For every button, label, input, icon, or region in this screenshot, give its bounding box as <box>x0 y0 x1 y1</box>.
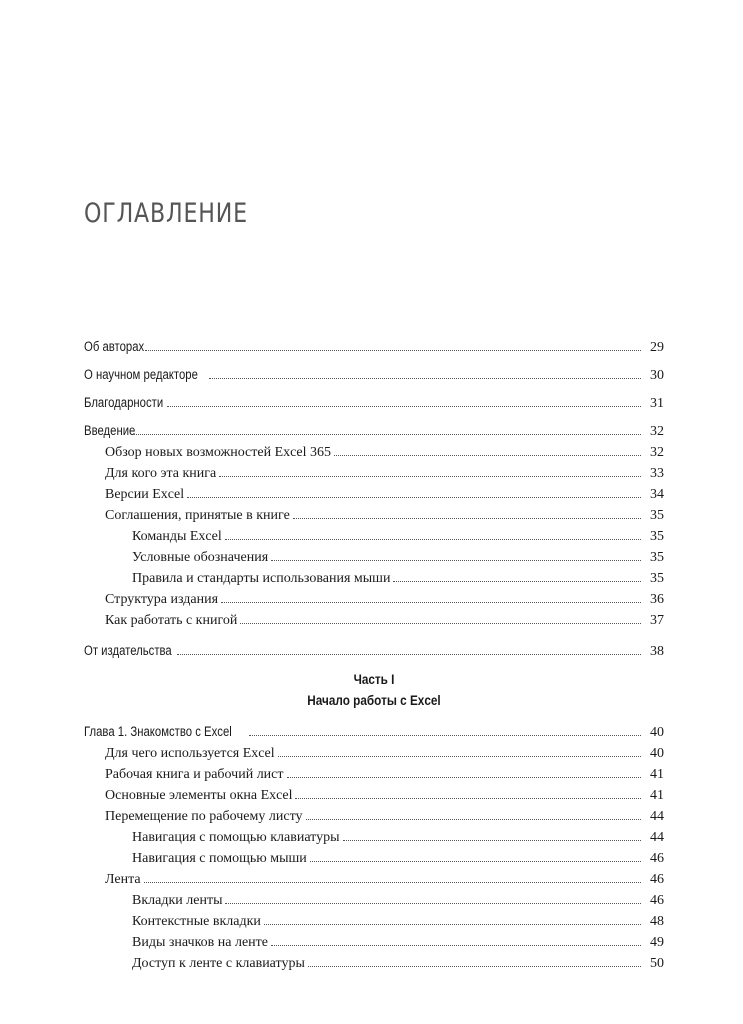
toc-entry-acknowledgements[interactable] <box>84 392 664 413</box>
toc-entry-text: Структура издания <box>105 592 219 607</box>
toc-page-number: 50 <box>650 956 664 971</box>
toc-page-number: 46 <box>650 872 664 887</box>
toc-page-number: 37 <box>650 613 664 628</box>
leader-dots <box>393 567 641 582</box>
toc-entry[interactable] <box>84 910 664 931</box>
part-title: Начало работы с Excel <box>307 692 441 708</box>
toc-entry[interactable] <box>84 847 664 868</box>
toc-entry-chapter-1[interactable] <box>84 721 664 742</box>
toc-page-number: 41 <box>650 767 664 782</box>
leader-dots <box>177 640 641 655</box>
toc-page-number: 49 <box>650 935 664 950</box>
toc-page-number: 36 <box>650 592 664 607</box>
toc-page-number: 35 <box>650 571 664 586</box>
toc-page-number: 31 <box>650 396 664 411</box>
leader-dots <box>308 952 641 967</box>
toc-entry-text: Основные элементы окна Excel <box>105 788 293 803</box>
toc-entry[interactable] <box>84 609 664 630</box>
toc-entry[interactable] <box>84 826 664 847</box>
leader-dots <box>134 420 641 435</box>
toc-entry-text: Об авторах <box>84 339 145 354</box>
toc-entry-about-editor[interactable] <box>84 364 664 385</box>
leader-dots <box>264 910 641 925</box>
toc-entry-text: Виды значков на ленте <box>132 935 269 950</box>
toc-entry[interactable] <box>84 931 664 952</box>
toc-entry[interactable] <box>84 805 664 826</box>
leader-dots <box>334 441 641 456</box>
toc-entry[interactable] <box>84 588 664 609</box>
leader-dots <box>167 392 641 407</box>
toc-entry[interactable] <box>84 567 664 588</box>
toc-entry-text: Команды Excel <box>132 529 222 544</box>
toc-entry-about-authors[interactable] <box>84 336 664 357</box>
leader-dots <box>187 483 641 498</box>
toc-entry-text: Для кого эта книга <box>105 466 217 481</box>
leader-dots <box>287 763 642 778</box>
leader-dots <box>343 826 641 841</box>
toc-entry-introduction[interactable] <box>84 420 664 441</box>
toc-entry-text: Лента <box>105 872 141 887</box>
toc-page-number: 44 <box>650 830 664 845</box>
toc-entry-text: Доступ к ленте с клавиатуры <box>132 956 305 971</box>
leader-dots <box>209 364 641 379</box>
page-title: ОГЛАВЛЕНИЕ <box>84 198 248 229</box>
leader-dots <box>293 504 641 519</box>
toc-entry[interactable] <box>84 742 664 763</box>
toc-entry[interactable] <box>84 462 664 483</box>
toc-entry[interactable] <box>84 784 664 805</box>
leader-dots <box>295 784 641 799</box>
toc-entry-text: Для чего используется Excel <box>105 746 275 761</box>
toc-entry-text: Версии Excel <box>105 487 185 502</box>
table-of-contents <box>84 336 664 973</box>
toc-page-number: 48 <box>650 914 664 929</box>
toc-page-number: 38 <box>650 644 664 659</box>
toc-entry-text: Рабочая книга и рабочий лист <box>105 767 284 782</box>
toc-entry-text: Контекстные вкладки <box>132 914 261 929</box>
toc-entry[interactable] <box>84 763 664 784</box>
toc-entry-text: Благодарности <box>84 395 164 410</box>
toc-entry[interactable] <box>84 504 664 525</box>
toc-entry-text: Обзор новых возможностей Excel 365 <box>105 445 331 460</box>
leader-dots <box>249 721 641 736</box>
toc-entry-text: Глава 1. Знакомство с Excel <box>84 724 232 739</box>
toc-page-number: 34 <box>650 487 664 502</box>
toc-page-number: 29 <box>650 340 664 355</box>
leader-dots <box>221 588 641 603</box>
leader-dots <box>225 889 641 904</box>
leader-dots <box>271 931 641 946</box>
toc-page-number: 46 <box>650 851 664 866</box>
toc-entry-text: Введение <box>84 423 136 438</box>
toc-page-number: 32 <box>650 445 664 460</box>
toc-entry-from-publisher[interactable] <box>84 640 664 661</box>
leader-dots <box>278 742 641 757</box>
toc-page-number: 44 <box>650 809 664 824</box>
toc-entry-text: Правила и стандарты использования мыши <box>132 571 391 586</box>
toc-entry-text: Навигация с помощью мыши <box>132 851 307 866</box>
leader-dots <box>306 805 641 820</box>
leader-dots <box>240 609 641 624</box>
toc-entry-text: Как работать с книгой <box>105 613 238 628</box>
toc-entry-text: Перемещение по рабочему листу <box>105 809 303 824</box>
toc-page-number: 46 <box>650 893 664 908</box>
toc-entry-text: Соглашения, принятые в книге <box>105 508 290 523</box>
toc-entry[interactable] <box>84 546 664 567</box>
leader-dots <box>219 462 641 477</box>
leader-dots <box>144 868 641 883</box>
toc-page-number: 35 <box>650 550 664 565</box>
toc-page-number: 35 <box>650 508 664 523</box>
toc-entry[interactable] <box>84 889 664 910</box>
toc-page-number: 32 <box>650 424 664 439</box>
toc-entry[interactable] <box>84 952 664 973</box>
toc-page-number: 30 <box>650 368 664 383</box>
toc-entry-text: Навигация с помощью клавиатуры <box>132 830 340 845</box>
leader-dots <box>271 546 641 561</box>
toc-entry[interactable] <box>84 525 664 546</box>
toc-entry-text: Вкладки ленты <box>132 893 223 908</box>
toc-entry-text: Условные обозначения <box>132 550 269 565</box>
toc-entry[interactable] <box>84 483 664 504</box>
toc-page-number: 33 <box>650 466 664 481</box>
toc-entry[interactable] <box>84 441 664 462</box>
leader-dots <box>145 336 641 351</box>
toc-page-number: 41 <box>650 788 664 803</box>
part-label: Часть I <box>353 671 395 687</box>
toc-entry-text: О научном редакторе <box>84 367 198 382</box>
part-heading <box>84 669 664 711</box>
toc-entry-text: От издательства <box>84 643 172 658</box>
leader-dots <box>225 525 641 540</box>
leader-dots <box>310 847 641 862</box>
toc-page-number: 40 <box>650 725 664 740</box>
toc-page-number: 40 <box>650 746 664 761</box>
toc-page-number: 35 <box>650 529 664 544</box>
toc-entry[interactable] <box>84 868 664 889</box>
